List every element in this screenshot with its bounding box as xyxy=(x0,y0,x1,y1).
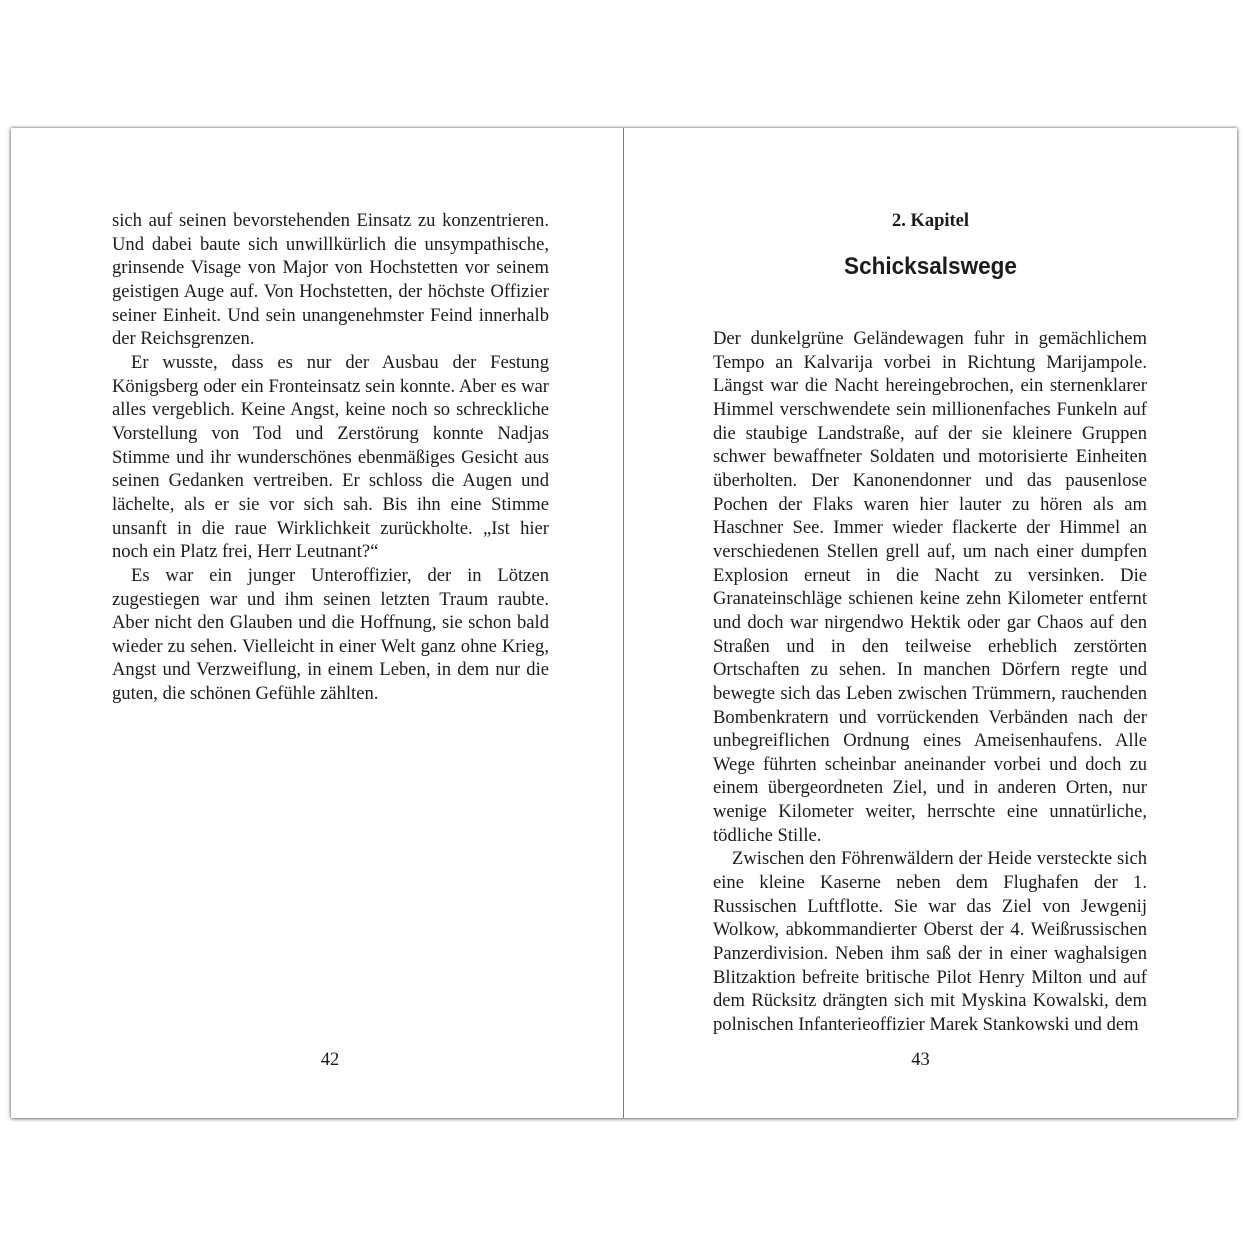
book-spread xyxy=(11,128,1237,1118)
paragraph: Zwischen den Föhrenwäldern der Heide versteckte sich eine kleine Kaserne neben dem Flughafen der 1. Russischen Luftflotte. Sie war das Ziel von Jewgenij Wolkow, abkommandierter Oberst der 4. Weißrussischen Panzerdivision. Neben ihm saß der in einer waghalsigen Blitzaktion befreite britische Pilot Henry Milton und auf dem Rücksitz drängten sich mit Myskina Kowalski, dem polnischen Infanterieoffizier Marek Stankowski und dem xyxy=(713,848,1147,1036)
left-page xyxy=(11,128,623,1118)
left-page-body xyxy=(112,209,549,706)
paragraph: sich auf seinen bevorstehenden Einsatz zu konzentrieren. Und dabei baute sich unwillkürlich die unsympathische, grinsende Visage von Major von Hochstetten vor seinem geistigen Auge auf. Von Hochstetten, der höchste Offizier seiner Einheit. Und sein unangenehmster Feind innerhalb der Reichsgrenzen. xyxy=(112,210,549,350)
right-page-body xyxy=(713,327,1147,1037)
left-page-number: 42 xyxy=(320,1050,340,1070)
chapter-title: Schicksalswege xyxy=(844,253,1017,280)
paragraph: Es war ein junger Unteroffizier, der in Lötzen zugestiegen war und ihm seinen letzten Traum raubte. Aber nicht den Glauben und die Hoffnung, sie schon bald wieder zu sehen. Vielleicht in einer Welt ganz ohne Krieg, Angst und Verzweiflung, in einem Leben, in dem nur die guten, die schönen Gefühle zählten. xyxy=(112,564,549,705)
paragraph: Der dunkelgrüne Geländewagen fuhr in gemächlichem Tempo an Kalvarija vorbei in Richtung Marijampole. Längst war die Nacht hereingebrochen, ein sternenklarer Himmel verschwendete sein millionenfaches Funkeln auf die staubige Landstraße, auf der sie kleinere Gruppen schwer bewaffneter Soldaten und motorisierte Einheiten überholten. Der Kanonendonner und das pausenlose Pochen der Flaks waren hier lauter zu hören als am Haschner See. Immer wieder flackerte der Himmel an verschiedenen Stellen grell auf, um nach einer dumpfen Explosion erneut in die Nacht zu versinken. Die Granateinschläge schienen keine zehn Kilometer entfernt und doch war nirgendwo Hektik oder gar Chaos auf den Straßen und in den teilweise erheblich zerstörten Ortschaften zu sehen. In manchen Dörfern regte und bewegte sich das Leben zwischen Trümmern, rauchenden Bombenkratern und vorrückenden Verbänden nach der unbegreiflichen Ordnung eines Ameisenhaufens. Alle Wege führten scheinbar aneinander vorbei und doch zu einem übergeordneten Ziel, und in anderen Orten, nur wenige Kilometer weiter, herrschte eine unnatürliche, tödliche Stille. xyxy=(713,328,1147,846)
right-page xyxy=(624,128,1237,1118)
chapter-number: 2. Kapitel xyxy=(891,211,970,231)
right-page-number: 43 xyxy=(911,1050,930,1070)
paragraph: Er wusste, dass es nur der Ausbau der Festung Königsberg oder ein Fronteinsatz sein konnte. Aber es war alles vergeblich. Keine Angst, keine noch so schreckliche Vorstellung von Tod und Zerstörung konnte Nadjas Stimme und ihr wunderschönes ebenmäßiges Gesicht aus seinen Gedanken vertreiben. Er schloss die Augen und lächelte, als er sie vor sich sah. Bis ihn eine Stimme unsanft in die raue Wirklichkeit zurückholte. „Ist hier noch ein Platz frei, Herr Leutnant?“ xyxy=(112,351,549,563)
